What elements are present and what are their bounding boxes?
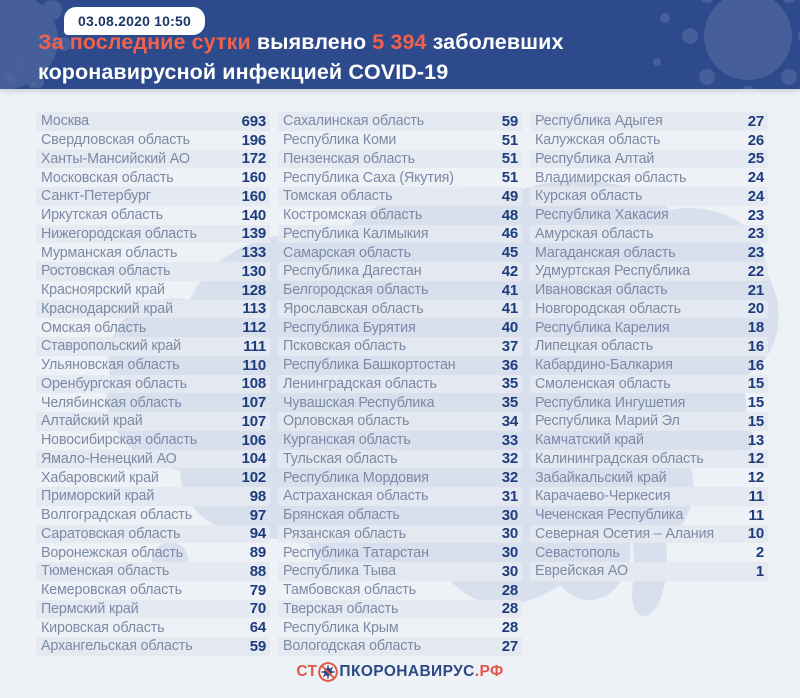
region-value: 21 <box>747 281 764 299</box>
region-name: Республика Ингушетия <box>535 394 686 411</box>
region-name: Ханты-Мансийский АО <box>41 150 190 167</box>
table-row <box>278 506 522 525</box>
table-row <box>278 281 522 300</box>
region-name: Московская область <box>41 169 174 186</box>
table-row <box>530 356 768 375</box>
crossed-virus-icon <box>318 662 338 682</box>
region-name: Оренбургская область <box>41 375 187 392</box>
table-row <box>36 375 270 394</box>
table-row <box>36 431 270 450</box>
region-name: Калининградская область <box>535 450 704 467</box>
table-row <box>278 375 522 394</box>
table-row <box>36 225 270 244</box>
region-name: Республика Дагестан <box>283 263 422 280</box>
table-row <box>36 393 270 412</box>
region-name: Тюменская область <box>41 563 170 580</box>
region-value: 128 <box>241 281 266 299</box>
table-row <box>530 468 768 487</box>
headline-line2: коронавирусной инфекцией COVID-19 <box>38 60 449 84</box>
region-value: 23 <box>747 206 764 224</box>
timestamp-badge: 03.08.2020 10:50 <box>64 7 205 35</box>
region-value: 45 <box>501 244 518 262</box>
region-value: 89 <box>249 544 266 562</box>
region-value: 48 <box>501 206 518 224</box>
region-name: Курганская область <box>283 432 411 449</box>
table-row <box>278 487 522 506</box>
table-row <box>278 525 522 544</box>
headline-line1 <box>38 27 564 57</box>
region-value: 172 <box>241 150 266 168</box>
table-row <box>278 431 522 450</box>
table-row <box>278 393 522 412</box>
header-banner <box>0 0 800 89</box>
region-value: 10 <box>747 525 764 543</box>
table-row <box>278 318 522 337</box>
table-row <box>36 412 270 431</box>
table-row <box>278 562 522 581</box>
table-row <box>36 600 270 619</box>
table-row <box>278 206 522 225</box>
region-value: 28 <box>501 581 518 599</box>
table-row <box>36 187 270 206</box>
region-name: Приморский край <box>41 488 155 505</box>
region-value: 107 <box>241 394 266 412</box>
region-name: Новгородская область <box>535 300 681 317</box>
headline-tail: заболевших <box>426 30 564 54</box>
table-row <box>278 468 522 487</box>
table-row <box>278 450 522 469</box>
region-name: Кабардино-Балкария <box>535 357 673 374</box>
region-name: Архангельская область <box>41 638 193 655</box>
region-value: 2 <box>755 544 764 562</box>
table-row <box>278 131 522 150</box>
region-name: Рязанская область <box>283 525 406 542</box>
region-value: 49 <box>501 187 518 205</box>
region-value: 51 <box>501 150 518 168</box>
region-value: 59 <box>249 637 266 655</box>
table-row <box>278 600 522 619</box>
region-value: 46 <box>501 225 518 243</box>
region-value: 11 <box>748 506 764 524</box>
region-name: Брянская область <box>283 507 400 524</box>
table-row <box>530 318 768 337</box>
region-value: 133 <box>241 244 266 262</box>
region-value: 40 <box>501 319 518 337</box>
region-value: 30 <box>501 544 518 562</box>
region-value: 42 <box>501 262 518 280</box>
region-value: 12 <box>747 469 764 487</box>
footer <box>0 662 800 682</box>
region-value: 140 <box>241 206 266 224</box>
table-row <box>278 225 522 244</box>
region-name: Республика Мордовия <box>283 469 429 486</box>
region-value: 11 <box>748 487 764 505</box>
region-value: 27 <box>501 637 518 655</box>
table-row <box>36 206 270 225</box>
table-row <box>36 543 270 562</box>
table-row <box>36 506 270 525</box>
table-row <box>530 112 768 131</box>
region-value: 112 <box>242 319 266 337</box>
region-name: Магаданская область <box>535 244 676 261</box>
region-value: 51 <box>501 131 518 149</box>
region-value: 160 <box>241 169 266 187</box>
region-value: 97 <box>249 506 266 524</box>
region-value: 59 <box>501 112 518 130</box>
regions-column-2 <box>278 112 522 656</box>
region-name: Республика Тыва <box>283 563 396 580</box>
region-name: Республика Башкортостан <box>283 357 456 374</box>
table-row <box>530 487 768 506</box>
region-name: Удмуртская Республика <box>535 263 690 280</box>
region-name: Владимирская область <box>535 169 687 186</box>
headline <box>38 27 564 87</box>
region-name: Калужская область <box>535 132 661 149</box>
region-name: Новосибирская область <box>41 432 198 449</box>
table-row <box>530 375 768 394</box>
table-row <box>530 300 768 319</box>
regions-table <box>36 112 768 656</box>
region-name: Орловская область <box>283 413 410 430</box>
region-name: Республика Крым <box>283 619 399 636</box>
region-value: 98 <box>249 487 266 505</box>
table-row <box>278 543 522 562</box>
headline-mid: выявлено <box>250 30 373 54</box>
region-value: 15 <box>747 394 764 412</box>
table-row <box>530 525 768 544</box>
region-name: Пермский край <box>41 600 139 617</box>
table-row <box>530 168 768 187</box>
table-row <box>36 487 270 506</box>
region-name: Еврейская АО <box>535 563 628 580</box>
region-value: 16 <box>747 337 764 355</box>
region-value: 88 <box>249 562 266 580</box>
headline-count: 5 394 <box>372 30 427 54</box>
region-value: 139 <box>241 225 266 243</box>
region-value: 1 <box>755 562 764 580</box>
table-row <box>530 506 768 525</box>
region-name: Смоленская область <box>535 375 671 392</box>
region-name: Волгоградская область <box>41 507 192 524</box>
region-name: Белгородская область <box>283 282 429 299</box>
region-name: Челябинская область <box>41 394 182 411</box>
region-name: Сахалинская область <box>283 113 425 130</box>
table-row <box>36 318 270 337</box>
table-row <box>36 618 270 637</box>
region-value: 32 <box>501 450 518 468</box>
region-name: Тульская область <box>283 450 398 467</box>
region-value: 94 <box>249 525 266 543</box>
region-name: Иркутская область <box>41 207 163 224</box>
region-name: Курская область <box>535 188 643 205</box>
region-name: Чувашская Республика <box>283 394 435 411</box>
logo-middle: ПКОРОНАВИРУС <box>339 663 475 680</box>
region-value: 111 <box>243 337 266 355</box>
region-value: 35 <box>501 375 518 393</box>
region-name: Камчатский край <box>535 432 644 449</box>
regions-column-1 <box>36 112 270 656</box>
region-name: Кемеровская область <box>41 582 182 599</box>
table-row <box>278 337 522 356</box>
region-name: Алтайский край <box>41 413 143 430</box>
region-name: Саратовская область <box>41 525 181 542</box>
table-row <box>36 300 270 319</box>
table-row <box>278 581 522 600</box>
region-name: Самарская область <box>283 244 411 261</box>
region-value: 41 <box>501 300 518 318</box>
regions-column-3 <box>530 112 768 656</box>
region-name: Краснодарский край <box>41 300 173 317</box>
logo-prefix: СТ <box>296 663 318 680</box>
region-name: Республика Калмыкия <box>283 225 429 242</box>
splash-decoration-right <box>643 0 800 89</box>
table-row <box>278 187 522 206</box>
region-value: 30 <box>501 525 518 543</box>
region-name: Кировская область <box>41 619 165 636</box>
region-name: Москва <box>41 113 89 130</box>
table-row <box>530 150 768 169</box>
region-value: 107 <box>241 412 266 430</box>
table-row <box>278 618 522 637</box>
table-row <box>278 112 522 131</box>
region-value: 196 <box>241 131 266 149</box>
region-name: Вологодская область <box>283 638 421 655</box>
region-name: Чеченская Республика <box>535 507 684 524</box>
table-row <box>36 468 270 487</box>
region-value: 110 <box>242 356 266 374</box>
region-name: Карачаево-Черкесия <box>535 488 671 505</box>
region-value: 27 <box>747 112 764 130</box>
region-name: Свердловская область <box>41 132 190 149</box>
region-value: 13 <box>747 431 764 449</box>
region-name: Омская область <box>41 319 147 336</box>
table-row <box>36 581 270 600</box>
region-name: Ставропольский край <box>41 338 181 355</box>
region-value: 41 <box>501 281 518 299</box>
region-name: Республика Марий Эл <box>535 413 680 430</box>
table-row <box>278 150 522 169</box>
table-row <box>530 206 768 225</box>
table-row <box>278 356 522 375</box>
region-name: Республика Коми <box>283 132 397 149</box>
region-value: 30 <box>501 506 518 524</box>
region-value: 25 <box>747 150 764 168</box>
region-value: 23 <box>747 244 764 262</box>
region-name: Астраханская область <box>283 488 429 505</box>
region-name: Севастополь <box>535 544 620 561</box>
region-value: 33 <box>501 431 518 449</box>
region-value: 15 <box>747 375 764 393</box>
table-row <box>530 412 768 431</box>
region-name: Псковская область <box>283 338 406 355</box>
table-row <box>530 131 768 150</box>
region-name: Нижегородская область <box>41 225 197 242</box>
region-name: Хабаровский край <box>41 469 159 486</box>
region-value: 28 <box>501 600 518 618</box>
region-value: 35 <box>501 394 518 412</box>
table-row <box>278 412 522 431</box>
region-name: Мурманская область <box>41 244 178 261</box>
region-value: 79 <box>249 581 266 599</box>
region-value: 34 <box>501 412 518 430</box>
region-name: Красноярский край <box>41 282 165 299</box>
table-row <box>36 168 270 187</box>
region-value: 51 <box>501 169 518 187</box>
table-row <box>530 393 768 412</box>
region-value: 37 <box>501 337 518 355</box>
region-value: 64 <box>249 619 266 637</box>
region-name: Тамбовская область <box>283 582 416 599</box>
region-name: Республика Татарстан <box>283 544 429 561</box>
region-value: 26 <box>747 131 764 149</box>
region-value: 28 <box>501 619 518 637</box>
table-row <box>36 356 270 375</box>
region-name: Ульяновская область <box>41 357 180 374</box>
region-name: Ямало-Ненецкий АО <box>41 450 177 467</box>
region-value: 24 <box>747 187 764 205</box>
region-name: Санкт-Петербург <box>41 188 151 205</box>
region-name: Республика Алтай <box>535 150 655 167</box>
table-row <box>530 225 768 244</box>
table-row <box>530 562 768 581</box>
table-row <box>36 562 270 581</box>
table-row <box>278 300 522 319</box>
region-value: 18 <box>747 319 764 337</box>
region-name: Северная Осетия – Алания <box>535 525 714 542</box>
table-row <box>530 187 768 206</box>
region-name: Томская область <box>283 188 393 205</box>
region-value: 106 <box>241 431 266 449</box>
region-name: Костромская область <box>283 207 423 224</box>
region-value: 130 <box>241 262 266 280</box>
region-value: 70 <box>249 600 266 618</box>
region-name: Липецкая область <box>535 338 654 355</box>
table-row <box>278 262 522 281</box>
table-row <box>36 262 270 281</box>
region-value: 23 <box>747 225 764 243</box>
table-row <box>530 281 768 300</box>
region-value: 108 <box>241 375 266 393</box>
region-name: Ярославская область <box>283 300 424 317</box>
table-row <box>278 168 522 187</box>
region-name: Республика Хакасия <box>535 207 669 224</box>
region-value: 30 <box>501 562 518 580</box>
region-name: Ивановская область <box>535 282 668 299</box>
table-row <box>36 243 270 262</box>
headline-highlight: За последние сутки <box>38 30 251 54</box>
table-row <box>36 281 270 300</box>
table-row <box>36 150 270 169</box>
stopcoronavirus-logo[interactable] <box>296 662 503 682</box>
region-value: 12 <box>747 450 764 468</box>
region-name: Республика Саха (Якутия) <box>283 169 454 186</box>
region-value: 113 <box>242 300 266 318</box>
region-name: Республика Бурятия <box>283 319 416 336</box>
region-value: 31 <box>501 487 518 505</box>
region-name: Ленинградская область <box>283 375 437 392</box>
region-value: 24 <box>747 169 764 187</box>
region-name: Пензенская область <box>283 150 415 167</box>
region-value: 160 <box>241 187 266 205</box>
table-row <box>36 112 270 131</box>
region-value: 693 <box>241 112 266 130</box>
region-name: Республика Адыгея <box>535 113 663 130</box>
table-row <box>36 450 270 469</box>
logo-suffix: .РФ <box>474 663 504 680</box>
region-name: Тверская область <box>283 600 399 617</box>
region-name: Воронежская область <box>41 544 184 561</box>
table-row <box>530 431 768 450</box>
region-name: Амурская область <box>535 225 654 242</box>
region-value: 16 <box>747 356 764 374</box>
table-row <box>530 543 768 562</box>
region-value: 22 <box>747 262 764 280</box>
region-value: 104 <box>241 450 266 468</box>
region-name: Забайкальский край <box>535 469 667 486</box>
region-value: 36 <box>501 356 518 374</box>
region-value: 15 <box>747 412 764 430</box>
table-row <box>530 262 768 281</box>
table-row <box>278 243 522 262</box>
region-value: 20 <box>747 300 764 318</box>
table-row <box>530 450 768 469</box>
table-row <box>278 637 522 656</box>
table-row <box>530 243 768 262</box>
region-name: Ростовская область <box>41 263 171 280</box>
region-value: 102 <box>241 469 266 487</box>
region-value: 32 <box>501 469 518 487</box>
table-row <box>36 525 270 544</box>
table-row <box>36 337 270 356</box>
table-row <box>530 337 768 356</box>
table-row <box>36 637 270 656</box>
region-name: Республика Карелия <box>535 319 670 336</box>
table-row <box>36 131 270 150</box>
